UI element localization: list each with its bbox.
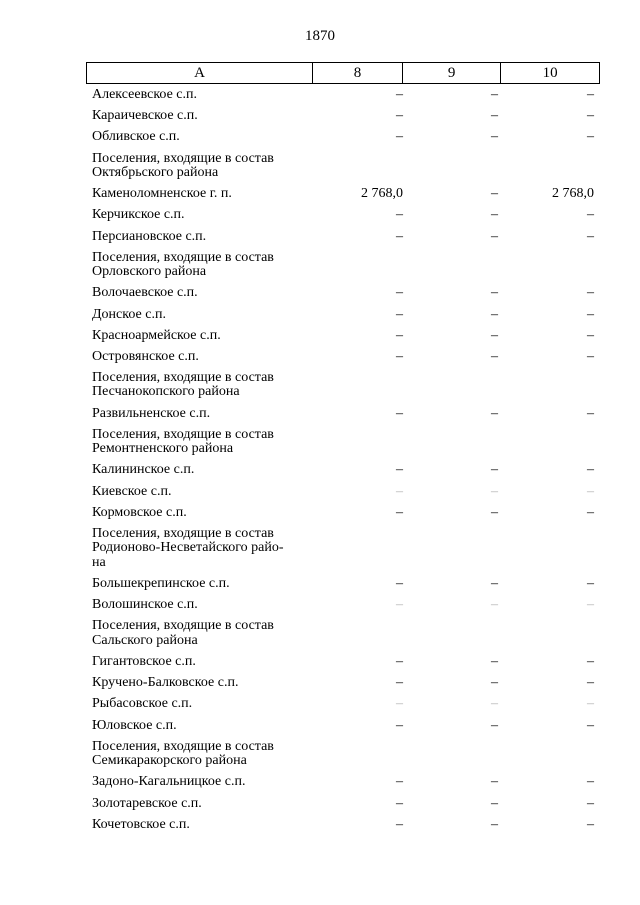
value-col-10: – [587,108,594,124]
table-row [86,127,600,148]
settlement-name: Развильненское с.п. [92,405,211,421]
table-header [86,62,600,84]
settlement-name: Островянское с.п. [92,348,199,364]
value-col-9: – [491,186,498,202]
value-col-8: – [396,462,403,478]
column-header-9: 9 [402,63,501,83]
value-col-10: – [587,327,594,343]
value-col-8: – [396,795,403,811]
value-col-10: – [587,653,594,669]
value-col-10: – [587,285,594,301]
value-col-8: – [396,327,403,343]
settlement-name: Киевское с.п. [92,483,172,499]
value-col-10: – [587,462,594,478]
table-row [86,673,600,694]
value-col-10: – [587,795,594,811]
settlement-name: Золотаревское с.п. [92,795,202,811]
value-col-8: – [396,129,403,145]
value-col-10: – [587,717,594,733]
table-row [86,815,600,836]
value-col-9: – [491,108,498,124]
table-row [86,404,600,425]
value-col-9: – [491,285,498,301]
value-col-9: – [491,576,498,591]
value-col-10: – [587,348,594,364]
value-col-10: – [587,696,594,712]
table-row [86,482,600,503]
value-col-9: – [491,653,498,669]
table-row [86,794,600,815]
settlement-name: Красноармейское с.п. [92,327,221,343]
section-header-row [86,368,600,404]
section-title: Поселения, входящие в состав Ремонтненского района [92,426,274,457]
value-col-8: – [396,816,403,832]
value-col-9: – [491,207,498,223]
settlement-name: Алексеевское с.п. [92,87,197,102]
section-header-row [86,425,600,461]
table-row [86,460,600,481]
value-col-8: – [396,483,403,499]
section-title: Поселения, входящие в состав Октябрьского района [92,150,274,180]
settlement-name: Донское с.п. [92,306,166,322]
settlement-name: Караичевское с.п. [92,108,198,124]
value-col-9: – [491,717,498,733]
section-header-row [86,248,600,284]
value-col-9: – [491,774,498,790]
value-col-10: – [587,87,594,102]
value-col-8: – [396,87,403,102]
section-title: Поселения, входящие в состав Семикаракорского района [92,738,274,769]
value-col-9: – [491,306,498,322]
settlement-name: Калининское с.п. [92,462,195,478]
value-col-8: – [396,504,403,520]
settlement-name: Задоно-Кагальницкое с.п. [92,774,246,790]
value-col-10: – [587,504,594,520]
settlement-name: Каменоломненское г. п. [92,186,232,202]
table-row [86,595,600,616]
table-body [86,85,600,836]
settlement-name: Кручено-Балковское с.п. [92,675,239,691]
column-header-10: 10 [500,63,599,83]
section-title: Поселения, входящие в состав Родионово-Несветайского райо- на [92,526,284,570]
value-col-9: – [491,129,498,145]
value-col-8: – [396,306,403,322]
value-col-8: – [396,774,403,790]
section-title: Поселения, входящие в состав Сальского района [92,618,274,648]
value-col-8: – [396,348,403,364]
value-col-9: – [491,327,498,343]
settlement-name: Юловское с.п. [92,717,177,733]
value-col-8: – [396,405,403,421]
section-header-row [86,524,600,574]
value-col-10: – [587,816,594,832]
table-row [86,503,600,524]
value-col-10: 2 768,0 [552,186,594,202]
table-row [86,184,600,205]
table-row [86,106,600,127]
value-col-10: – [587,774,594,790]
value-col-9: – [491,504,498,520]
page-number: 1870 [305,28,335,44]
settlement-name: Кочетовское с.п. [92,816,190,832]
settlement-name: Кормовское с.п. [92,504,187,520]
value-col-9: – [491,675,498,691]
table-row [86,326,600,347]
value-col-8: – [396,717,403,733]
value-col-9: – [491,816,498,832]
value-col-10: – [587,129,594,145]
value-col-9: – [491,348,498,364]
value-col-8: – [396,228,403,244]
value-col-9: – [491,483,498,499]
settlement-name: Рыбасовское с.п. [92,696,193,712]
settlement-name: Волошинское с.п. [92,597,198,613]
settlement-name: Волочаевское с.п. [92,285,198,301]
table-row [86,347,600,368]
settlement-name: Обливское с.п. [92,129,180,145]
value-col-9: – [491,795,498,811]
value-col-8: – [396,696,403,712]
settlement-name: Большекрепинское с.п. [92,576,230,591]
value-col-8: – [396,285,403,301]
value-col-10: – [587,228,594,244]
section-header-row [86,149,600,185]
table-row [86,652,600,673]
value-col-10: – [587,483,594,499]
section-header-row [86,737,600,773]
table-row [86,305,600,326]
value-col-10: – [587,405,594,421]
value-col-8: – [396,108,403,124]
value-col-8: – [396,653,403,669]
value-col-9: – [491,228,498,244]
value-col-8: 2 768,0 [361,186,403,202]
value-col-8: – [396,675,403,691]
value-col-9: – [491,87,498,102]
value-col-10: – [587,675,594,691]
table-row [86,716,600,737]
value-col-8: – [396,597,403,613]
table-row [86,227,600,248]
section-title: Поселения, входящие в состав Песчанокопского района [92,370,274,400]
table-row [86,574,600,595]
settlement-name: Персиановское с.п. [92,228,207,244]
settlement-name: Гигантовское с.п. [92,653,196,669]
value-col-9: – [491,696,498,712]
column-header-a: А [194,64,205,81]
value-col-10: – [587,597,594,613]
value-col-9: – [491,597,498,613]
value-col-9: – [491,462,498,478]
table-row [86,205,600,226]
table-row [86,694,600,715]
section-title: Поселения, входящие в состав Орловского района [92,249,274,280]
value-col-8: – [396,576,403,591]
section-header-row [86,616,600,652]
settlement-name: Керчикское с.п. [92,207,185,223]
column-header-8: 8 [312,63,402,83]
table-row [86,283,600,304]
value-col-9: – [491,405,498,421]
value-col-10: – [587,207,594,223]
table-row [86,772,600,793]
value-col-10: – [587,306,594,322]
value-col-8: – [396,207,403,223]
value-col-10: – [587,576,594,591]
table-row [86,85,600,106]
